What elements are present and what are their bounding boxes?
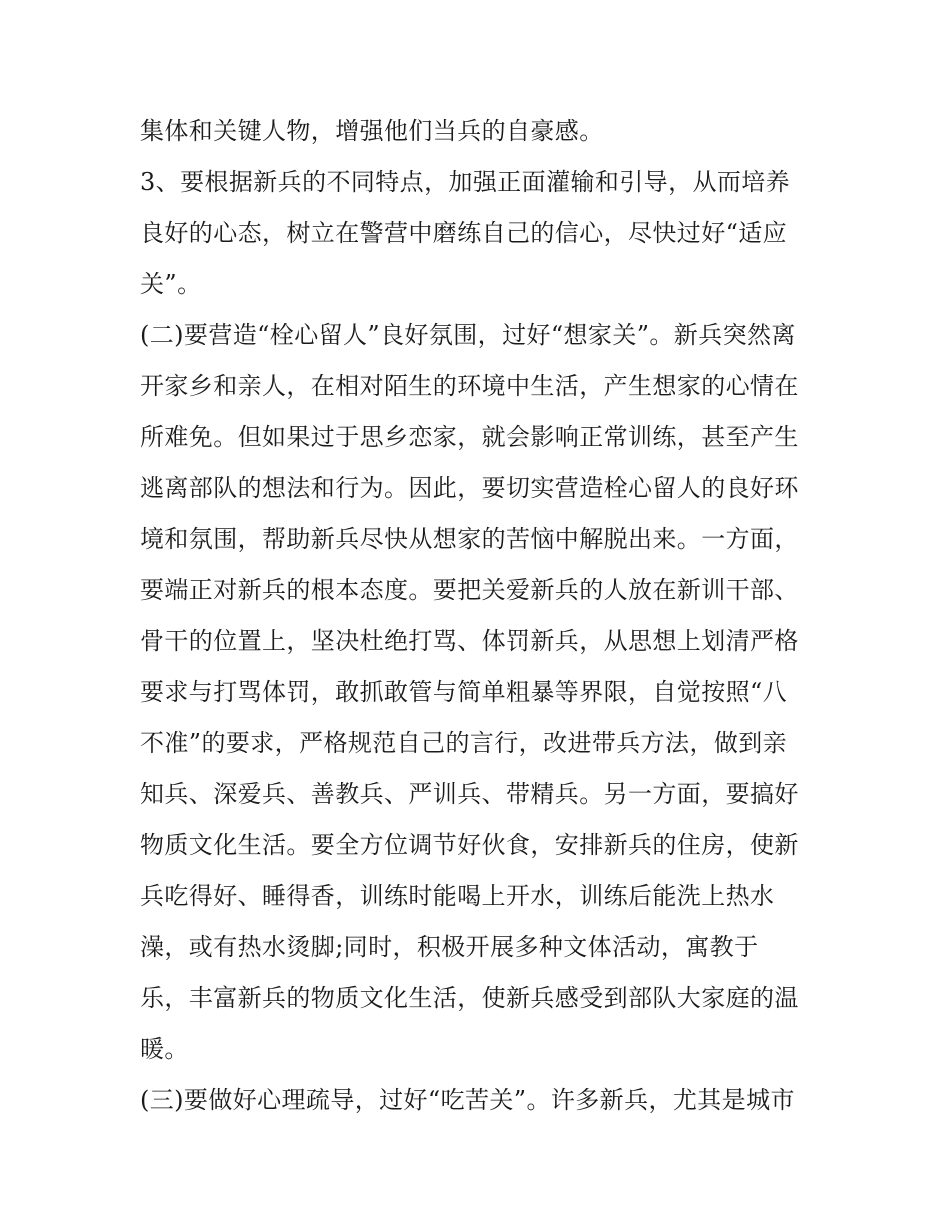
text-line: 良好的心态，树立在警营中磨练自己的信心，尽快过好“适应: [140, 219, 788, 247]
text-line: 要端正对新兵的根本态度。要把关爱新兵的人放在新训干部、: [140, 576, 799, 604]
text-line: 所难免。但如果过于思乡恋家，就会影响正常训练，甚至产生: [140, 423, 799, 451]
text-line: 要求与打骂体罚，敢抓敢管与简单粗暴等界限，自觉按照“八: [140, 678, 788, 706]
text-line: (三)要做好心理疏导，过好“吃苦关”。许多新兵，尤其是城市: [140, 1086, 795, 1114]
text-line: 物质文化生活。要全方位调节好伙食，安排新兵的住房，使新: [140, 831, 799, 859]
text-line: 知兵、深爱兵、善教兵、严训兵、带精兵。另一方面，要搞好: [140, 780, 799, 808]
text-line: 乐，丰富新兵的物质文化生活，使新兵感受到部队大家庭的温: [140, 984, 799, 1012]
text-line: 骨干的位置上，坚决杜绝打骂、体罚新兵，从思想上划清严格: [140, 627, 799, 655]
text-line: 开家乡和亲人，在相对陌生的环境中生活，产生想家的心情在: [140, 372, 799, 400]
text-line: 兵吃得好、睡得香，训练时能喝上开水，训练后能洗上热水: [140, 882, 775, 910]
text-line: 澡，或有热水烫脚;同时，积极开展多种文体活动，寓教于: [140, 933, 759, 961]
text-line: 集体和关键人物，增强他们当兵的自豪感。: [140, 117, 604, 145]
text-line: 3、要根据新兵的不同特点，加强正面灌输和引导，从而培养: [140, 168, 791, 196]
text-line: 关”。: [140, 270, 202, 298]
text-line: 不准”的要求，严格规范自己的言行，改进带兵方法，做到亲: [140, 729, 788, 757]
text-line: 境和氛围，帮助新兵尽快从想家的苦恼中解脱出来。一方面，: [140, 525, 799, 553]
body-text: [140, 106, 820, 1126]
text-line: (二)要营造“栓心留人”良好氛围，过好“想家关”。新兵突然离: [140, 321, 796, 349]
text-line: 暖。: [140, 1035, 189, 1063]
text-line: 逃离部队的想法和行为。因此，要切实营造栓心留人的良好环: [140, 474, 799, 502]
